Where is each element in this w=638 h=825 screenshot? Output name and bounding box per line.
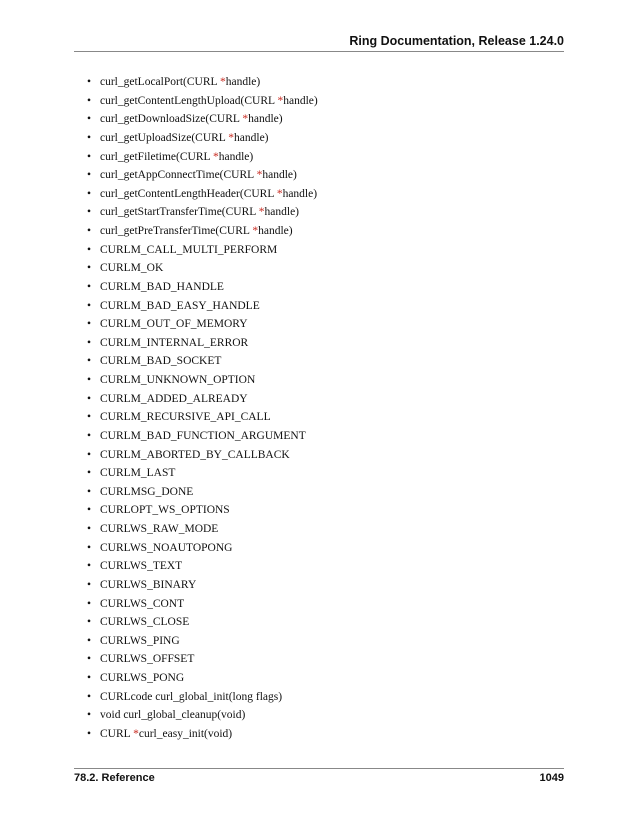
- list-item: [85, 650, 318, 669]
- list-item: [85, 483, 318, 502]
- item-text: CURLWS_CONT: [100, 597, 185, 610]
- bullet-icon: •: [87, 653, 92, 666]
- bullet-icon: •: [87, 318, 92, 331]
- item-text: CURL: [100, 727, 134, 740]
- pointer-star: *: [133, 727, 139, 740]
- bullet-icon: •: [87, 113, 92, 126]
- bullet-icon: •: [87, 374, 92, 386]
- list-item: [85, 613, 318, 632]
- list-item: [85, 464, 318, 483]
- list-item: [85, 576, 318, 595]
- footer-page-number: 1049: [539, 772, 564, 784]
- pointer-star: *: [277, 94, 284, 107]
- bullet-icon: •: [87, 243, 92, 256]
- item-text: void curl_global_cleanup(void): [100, 709, 246, 722]
- item-text: CURLM_BAD_HANDLE: [100, 280, 224, 293]
- list-item: [85, 73, 318, 92]
- list-item: [85, 688, 318, 707]
- api-function-list: [85, 73, 318, 744]
- list-item: [85, 446, 318, 465]
- item-text: CURLM_LAST: [100, 467, 176, 480]
- list-item: [85, 203, 318, 222]
- bullet-icon: •: [87, 634, 92, 647]
- item-text-suffix: handle): [262, 169, 297, 182]
- item-text: CURLM_INTERNAL_ERROR: [100, 336, 249, 349]
- item-text: CURLM_ABORTED_BY_CALLBACK: [100, 448, 290, 461]
- pointer-star: *: [228, 131, 235, 144]
- bullet-icon: •: [87, 299, 92, 312]
- item-text: CURLWS_RAW_MODE: [100, 523, 219, 535]
- pointer-star: *: [219, 76, 226, 88]
- bullet-icon: •: [87, 131, 92, 144]
- pointer-star: *: [276, 187, 283, 200]
- pointer-star: *: [256, 169, 263, 182]
- item-text-suffix: handle): [258, 225, 293, 237]
- bullet-icon: •: [87, 392, 92, 405]
- bullet-icon: •: [87, 150, 92, 163]
- item-text: CURLWS_PONG: [100, 672, 185, 684]
- list-item: [85, 557, 318, 576]
- bullet-icon: •: [87, 709, 92, 722]
- item-text: curl_getUploadSize(CURL: [100, 131, 229, 144]
- header-divider: [74, 51, 564, 52]
- list-item: [85, 185, 318, 204]
- pointer-star: *: [252, 225, 259, 237]
- bullet-icon: •: [87, 206, 92, 219]
- bullet-icon: •: [87, 467, 92, 480]
- item-text: CURLM_CALL_MULTI_PERFORM: [100, 243, 278, 256]
- list-item: [85, 725, 318, 744]
- list-item: [85, 166, 318, 185]
- bullet-icon: •: [87, 76, 92, 88]
- list-item: [85, 129, 318, 148]
- item-text: CURLWS_TEXT: [100, 560, 183, 573]
- item-text: CURLM_OK: [100, 262, 164, 275]
- bullet-icon: •: [87, 597, 92, 610]
- item-text: curl_getContentLengthUpload(CURL: [100, 94, 278, 107]
- item-text: CURLM_UNKNOWN_OPTION: [100, 374, 256, 386]
- item-text-suffix: curl_easy_init(void): [138, 727, 233, 740]
- bullet-icon: •: [87, 560, 92, 573]
- item-text: CURLM_BAD_FUNCTION_ARGUMENT: [100, 429, 306, 442]
- bullet-icon: •: [87, 262, 92, 275]
- bullet-icon: •: [87, 169, 92, 182]
- pointer-star: *: [242, 113, 249, 126]
- bullet-icon: •: [87, 225, 92, 237]
- pointer-star: *: [212, 150, 219, 163]
- list-item: [85, 408, 318, 427]
- bullet-icon: •: [87, 690, 92, 703]
- item-text: curl_getAppConnectTime(CURL: [100, 169, 257, 182]
- list-item: [85, 501, 318, 520]
- list-item: [85, 241, 318, 260]
- bullet-icon: •: [87, 187, 92, 200]
- item-text: curl_getLocalPort(CURL: [100, 76, 220, 88]
- bullet-icon: •: [87, 727, 92, 740]
- list-item: [85, 334, 318, 353]
- list-item: [85, 520, 318, 539]
- list-item: [85, 427, 318, 446]
- bullet-icon: •: [87, 448, 92, 461]
- list-item: [85, 706, 318, 725]
- list-item: [85, 148, 318, 167]
- bullet-icon: •: [87, 429, 92, 442]
- list-item: [85, 92, 318, 111]
- footer-divider: [74, 768, 564, 769]
- bullet-icon: •: [87, 355, 92, 368]
- list-item: [85, 352, 318, 371]
- list-item: [85, 297, 318, 316]
- bullet-icon: •: [87, 280, 92, 293]
- item-text: curl_getPreTransferTime(CURL: [100, 225, 253, 237]
- item-text: CURLM_BAD_SOCKET: [100, 355, 222, 368]
- list-item: [85, 390, 318, 409]
- list-item: [85, 315, 318, 334]
- page-header-title: Ring Documentation, Release 1.24.0: [349, 34, 564, 48]
- item-text: CURLOPT_WS_OPTIONS: [100, 504, 230, 517]
- item-text: curl_getFiletime(CURL: [100, 150, 213, 163]
- item-text-suffix: handle): [234, 131, 269, 144]
- footer-section-title: 78.2. Reference: [74, 772, 155, 784]
- bullet-icon: •: [87, 578, 92, 591]
- bullet-icon: •: [87, 672, 92, 684]
- bullet-icon: •: [87, 541, 92, 554]
- item-text: CURLWS_NOAUTOPONG: [100, 541, 233, 554]
- item-text: CURLM_RECURSIVE_API_CALL: [100, 411, 271, 424]
- item-text: CURLM_OUT_OF_MEMORY: [100, 318, 248, 331]
- bullet-icon: •: [87, 485, 92, 498]
- item-text-suffix: handle): [282, 187, 318, 200]
- list-item: [85, 632, 318, 651]
- item-text: CURLM_BAD_EASY_HANDLE: [100, 299, 260, 312]
- list-item: [85, 595, 318, 614]
- item-text: CURLM_ADDED_ALREADY: [100, 392, 248, 405]
- item-text-suffix: handle): [248, 113, 283, 126]
- item-text: curl_getStartTransferTime(CURL: [100, 206, 259, 219]
- list-item: [85, 278, 318, 297]
- list-item: [85, 222, 318, 241]
- pointer-star: *: [258, 206, 265, 219]
- item-text: curl_getContentLengthHeader(CURL: [100, 187, 277, 200]
- item-text-suffix: handle): [218, 150, 254, 163]
- item-text: CURLMSG_DONE: [100, 485, 194, 498]
- bullet-icon: •: [87, 504, 92, 517]
- item-text-suffix: handle): [283, 94, 318, 107]
- item-text: CURLWS_BINARY: [100, 578, 197, 591]
- item-text: curl_getDownloadSize(CURL: [100, 113, 243, 126]
- item-text: CURLWS_CLOSE: [100, 616, 190, 629]
- item-text: CURLcode curl_global_init(long flags): [100, 690, 283, 703]
- item-text-suffix: handle): [225, 76, 261, 88]
- list-item: [85, 110, 318, 129]
- list-item: [85, 669, 318, 688]
- list-item: [85, 539, 318, 558]
- item-text: CURLWS_PING: [100, 634, 180, 647]
- list-item: [85, 259, 318, 278]
- bullet-icon: •: [87, 411, 92, 424]
- item-text: CURLWS_OFFSET: [100, 653, 195, 666]
- bullet-icon: •: [87, 94, 92, 107]
- item-text-suffix: handle): [264, 206, 299, 219]
- bullet-icon: •: [87, 523, 92, 535]
- list-item: [85, 371, 318, 390]
- bullet-icon: •: [87, 616, 92, 629]
- bullet-icon: •: [87, 336, 92, 349]
